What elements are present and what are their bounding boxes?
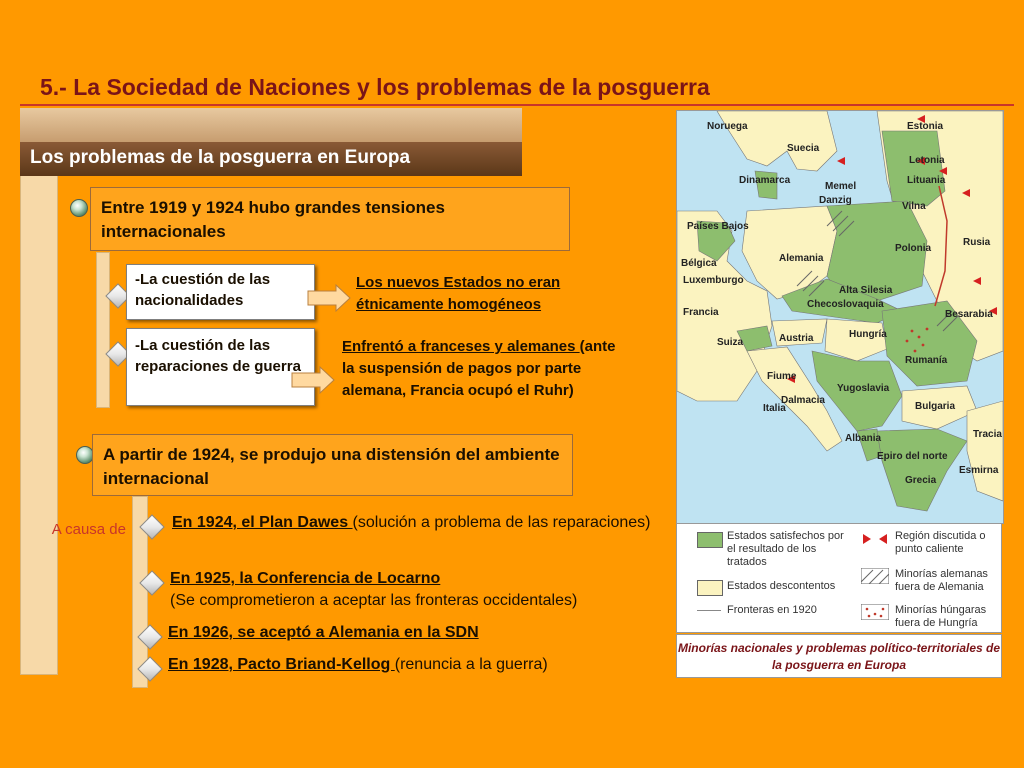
left-sidebar-strip <box>20 108 58 675</box>
legend-satisfied: Estados satisfechos por el resultado de los tratados <box>727 530 844 568</box>
event-1925 <box>170 568 680 612</box>
map-label: Grecia <box>905 475 937 486</box>
reparations-result-underlined: Enfrentó a franceses y alemanes <box>342 338 580 355</box>
reparations-result-rest: (ante la suspensión de pagos por parte alemana, Francia ocupó el Ruhr) <box>342 338 616 399</box>
map-label: Memel <box>825 181 857 192</box>
map-label: Albania <box>845 433 882 444</box>
map-label: Francia <box>683 307 719 318</box>
map-label: Fiume <box>767 371 797 382</box>
disputed-marker-icon <box>861 532 889 546</box>
block1-statement: Entre 1919 y 1924 hubo grandes tensiones internacionales <box>90 187 570 251</box>
map-label: Luxemburgo <box>683 275 744 286</box>
event-1928 <box>168 654 648 676</box>
legend-swatch-satisfied <box>697 532 723 548</box>
map-label: Dalmacia <box>781 395 825 406</box>
page-title: 5.- La Sociedad de Naciones y los problemas de la posguerra <box>40 74 710 100</box>
map-label: Alta Silesia <box>839 285 893 296</box>
map-label: Tracia <box>973 429 1002 440</box>
legend-german-minorities: Minorías alemanas fuera de Alemania <box>895 568 988 593</box>
legend-borders: Fronteras en 1920 <box>727 604 817 616</box>
event-1926-title: En 1926, se aceptó a Alemania en la SDN <box>168 624 479 641</box>
legend-disputed: Región discutida o punto caliente <box>895 530 986 555</box>
europe-map <box>676 110 1004 524</box>
nationalities-result: Los nuevos Estados no eran étnicamente homogéneos <box>356 274 561 313</box>
map-label: Estonia <box>907 121 944 132</box>
cause-label: A causa de <box>51 521 126 538</box>
block1-connector <box>96 252 110 408</box>
section-heading: Los problemas de la posguerra en Europa <box>20 142 522 176</box>
map-label: Epiro del norte <box>877 451 948 462</box>
legend-hungarian-minorities: Minorías húngaras fuera de Hungría <box>895 604 987 629</box>
map-label: Austria <box>779 333 814 344</box>
map-label: Bélgica <box>681 258 717 269</box>
map-legend <box>676 523 1002 633</box>
map-label: Rusia <box>963 237 991 248</box>
map-label: Italia <box>763 403 786 414</box>
block2-statement: A partir de 1924, se produjo una distensión del ambiente internacional <box>92 434 573 496</box>
event-1924-title: En 1924, el Plan Dawes <box>172 514 353 531</box>
map-label: Lituania <box>907 175 946 186</box>
map-label: Vilna <box>902 201 926 212</box>
title-divider <box>20 104 1014 106</box>
map-label: Checoslovaquia <box>807 299 884 310</box>
map-label: Letonia <box>909 155 945 166</box>
map-label: Países Bajos <box>687 221 749 232</box>
map-label: Danzig <box>819 195 852 206</box>
map-label: Polonia <box>895 243 932 254</box>
event-1925-detail: (Se comprometieron a aceptar las fronteras occidentales) <box>170 592 578 609</box>
event-1926 <box>168 622 648 644</box>
event-1928-title: En 1928, Pacto Briand-Kellog <box>168 656 395 673</box>
legend-unhappy: Estados descontentos <box>727 580 836 592</box>
issue-nationalities: -La cuestión de las nacionalidades <box>126 264 315 320</box>
hatch-swatch-icon <box>861 568 889 584</box>
legend-swatch-unhappy <box>697 580 723 596</box>
map-label: Rumanía <box>905 355 948 366</box>
map-label: Hungría <box>849 329 887 340</box>
reparations-result <box>342 336 620 402</box>
map-label: Bulgaria <box>915 401 956 412</box>
event-1928-detail: (renuncia a la guerra) <box>394 656 548 673</box>
map-label: Noruega <box>707 121 748 132</box>
map-label: Esmirna <box>959 465 999 476</box>
map-label: Alemania <box>779 253 824 264</box>
dots-swatch-icon <box>861 604 889 620</box>
right-arrow-icon <box>290 366 336 394</box>
map-label: Dinamarca <box>739 175 791 186</box>
map-label: Besarabia <box>945 309 993 320</box>
issue-reparations: -La cuestión de las reparaciones de guerra <box>126 328 315 406</box>
bullet-icon <box>70 199 88 217</box>
event-1925-title: En 1925, la Conferencia de Locarno <box>170 570 441 587</box>
event-1924-detail: (solución a problema de las reparaciones) <box>352 514 651 531</box>
legend-border-line <box>697 610 721 611</box>
event-1924 <box>172 512 652 534</box>
map-label: Yugoslavia <box>837 383 890 394</box>
map-label: Suiza <box>717 337 744 348</box>
right-arrow-icon <box>306 284 352 312</box>
map-label: Suecia <box>787 143 820 154</box>
map-caption: Minorías nacionales y problemas político-territoriales de la posguerra en Europa <box>676 634 1002 678</box>
